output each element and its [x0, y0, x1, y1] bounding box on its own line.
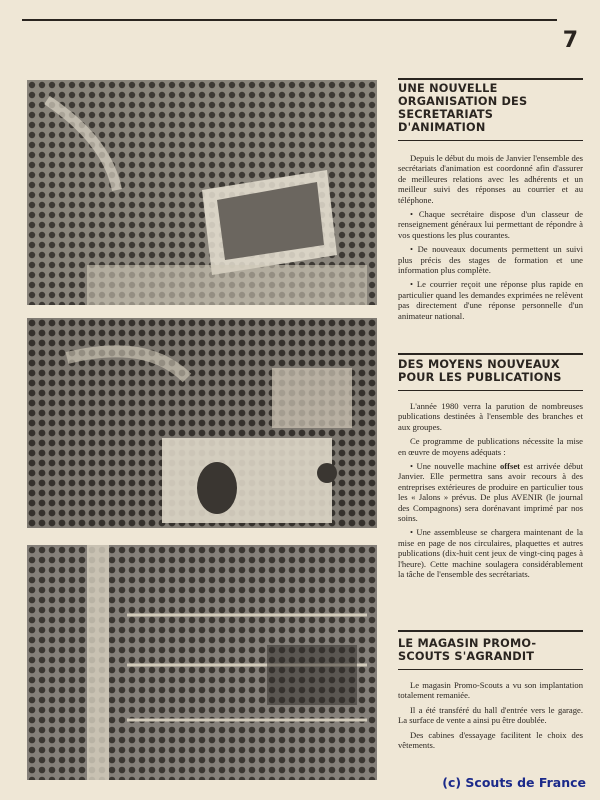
title-rule	[398, 140, 583, 141]
section-promo-scouts	[398, 637, 583, 754]
paragraph: Il a été transféré du hall d'entrée vers le garage. La surface de vente a ainsi pu être doublée.	[398, 704, 583, 726]
top-rule	[22, 19, 557, 21]
bullet-item: • Le courrier reçoit une réponse plus rapide en particulier quand les demandes exprimées ne relèvent pas directement d'une réponse personnelle d'un animateur national.	[398, 279, 583, 321]
photo-promo-shop	[27, 545, 377, 780]
section-publications	[398, 358, 583, 584]
bullet-item: • Une assembleuse se chargera maintenant de la mise en page de nos circulaires, plaquettes et autres publications (dix-huit cent jeux de vingt-cinq pages à l'heure). Cette machine soulagera considérablement la tâche de l'ensemble des secrétariats.	[398, 527, 583, 579]
bullet-item	[398, 461, 583, 523]
section-rule	[398, 353, 583, 355]
section-secretariats	[398, 82, 583, 325]
bullet-text: Une nouvelle machine	[416, 461, 500, 472]
page-number: 7	[562, 28, 578, 53]
paragraph: L'année 1980 verra la parution de nombreuses publications destinées à l'ensemble des branches et aux groupes.	[398, 401, 583, 432]
photo-offset-machine	[27, 318, 377, 528]
section-rule	[398, 78, 583, 80]
copyright-credit: (c) Scouts de France	[442, 775, 586, 790]
bullet-text: est arrivée début Janvier. Elle permettra sans avoir recours à des entreprises extérieures de produire en particulier tous les « Jalons » prévus. De plus AVENIR (le journal des Compagnons) sera dorénavant imprimé par nos soins.	[398, 461, 583, 524]
section-title: DES MOYENS NOUVEAUX POUR LES PUBLICATIONS	[398, 358, 562, 384]
paragraph: Ce programme de publications nécessite la mise en œuvre de moyens adéquats :	[398, 436, 583, 457]
section-title: LE MAGASIN PROMO-SCOUTS S'AGRANDIT	[398, 637, 537, 663]
paragraph: Depuis le début du mois de Janvier l'ensemble des secrétariats d'animation est coordonné afin d'assurer de meilleures relations avec les adhérents et un meilleur suivi des réponses au courrier et au téléphone.	[398, 153, 583, 205]
title-rule	[398, 390, 583, 391]
title-rule	[398, 669, 583, 670]
bullet-item: • De nouveaux documents permettent un suivi plus précis des stages de formation et une information plus complète.	[398, 244, 583, 275]
section-rule	[398, 630, 583, 632]
section-title: UNE NOUVELLE ORGANISATION DES SECRETARIATS D'ANIMATION	[398, 82, 528, 134]
bullet-emphasis: offset	[499, 461, 521, 472]
paragraph: Le magasin Promo-Scouts a vu son implantation totalement remaniée.	[398, 680, 583, 701]
photo-secretary-desk	[27, 80, 377, 305]
paragraph: Des cabines d'essayage facilitent le choix des vêtements.	[398, 729, 583, 751]
bullet-item: • Chaque secrétaire dispose d'un classeur de renseignement généraux lui permettant de répondre à vos questions les plus courantes.	[398, 209, 583, 240]
